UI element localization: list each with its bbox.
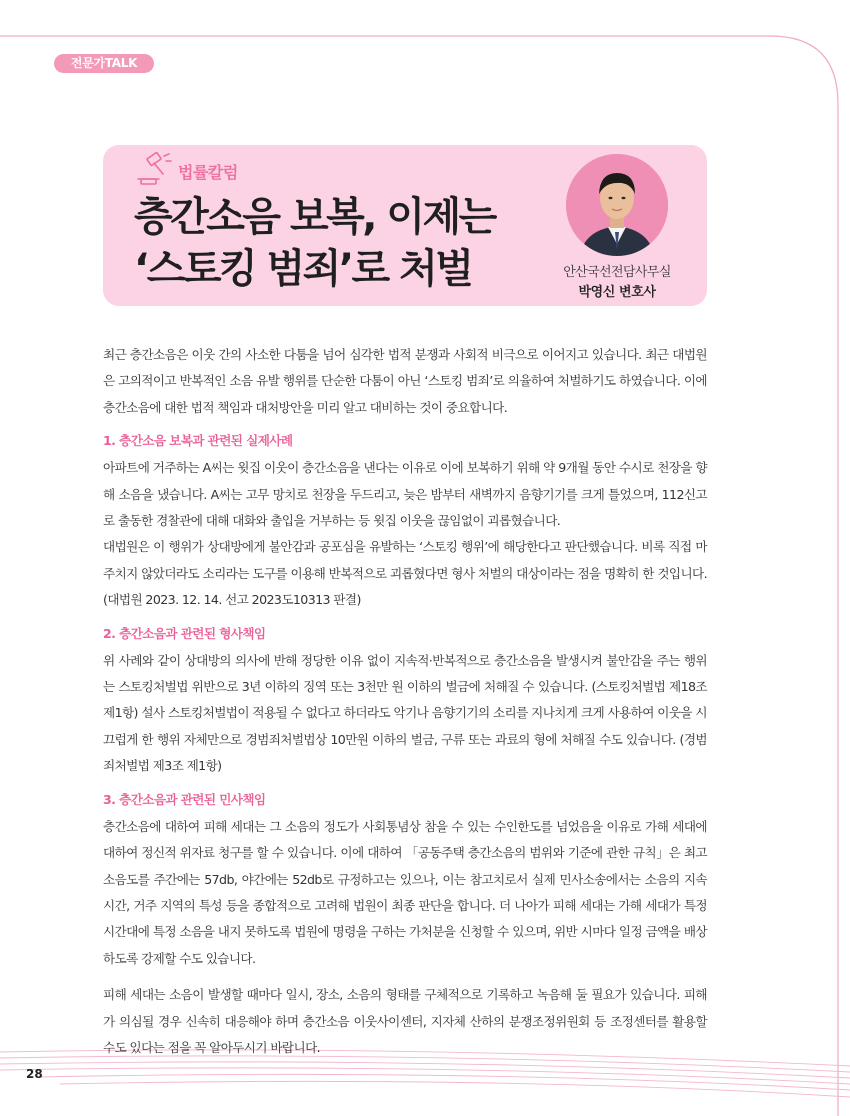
page-title bbox=[134, 191, 495, 295]
author-portrait-illustration bbox=[566, 154, 668, 256]
section-1-paragraph-1: 아파트에 거주하는 A씨는 윗집 이웃이 층간소음을 낸다는 이유로 이에 보복하기 위해 약 9개월 동안 수시로 천장을 향해 소음을 냈습니다. A씨는 고무 망치로 천장을 두드리고, 늦은 밤부터 새벽까지 음향기기를 크게 틀었으며, 112신고로 출동한 경찰관에 대해 대화와 출입을 거부하는 등 윗집 이웃을 끊임없이 괴롭혔습니다. bbox=[103, 460, 707, 529]
title-line-1: 층간소음 보복, 이제는 bbox=[134, 194, 495, 240]
page-number: 28 bbox=[26, 1067, 43, 1081]
section-heading-2: 2. 층간소음과 관련된 형사책임 bbox=[103, 625, 266, 641]
intro-paragraph: 최근 층간소음은 이웃 간의 사소한 다툼을 넘어 심각한 법적 분쟁과 사회적 비극으로 이어지고 있습니다. 최근 대법원은 고의적이고 반복적인 소음 유발 행위를 단순한 다툼이 아닌 ‘스토킹 범죄’로 의율하여 처벌하기도 하였습니다. 이에 층간소음에 대한 법적 책임과 대처방안을 미리 알고 대비하는 것이 중요합니다. bbox=[103, 347, 707, 415]
section-3-paragraph-1: 층간소음에 대하여 피해 세대는 그 소음의 정도가 사회통념상 참을 수 있는 수인한도를 넘었음을 이유로 가해 세대에 대하여 정신적 위자료 청구를 할 수 있습니다. 이에 대하여 「공동주택 층간소음의 범위와 기준에 관한 규칙」은 최고소음도를 주간에는 57db, 야간에는 52db로 규정하고는 있으나, 이는 참고치로서 실제 민사소송에서는 소음의 지속시간, 거주 지역의 특성 등을 종합적으로 고려해 법원이 최종 판단을 합니다. 더 나아가 피해 세대는 가해 세대가 특정 시간대에 특정 소음을 내지 못하도록 법원에 명령을 구하는 가처분을 신청할 수 있으며, 위반 시마다 일정 금액을 배상하도록 강제할 수도 있습니다. bbox=[103, 818, 707, 966]
column-kicker: 법률칼럼 bbox=[178, 163, 238, 182]
author-name: 박영신 변호사 bbox=[578, 285, 656, 300]
article-body bbox=[103, 342, 707, 1061]
section-2-paragraph-1: 위 사례와 같이 상대방의 의사에 반해 정당한 이유 없이 지속적·반복적으로 층간소음을 발생시켜 불안감을 주는 행위는 스토킹처벌법 위반으로 3년 이하의 징역 또는 3천만 원 이하의 벌금에 처해질 수 있습니다. (스토킹처벌법 제18조 제1항) 설사 스토킹처벌법이 적용될 수 없다고 하더라도 악기나 음향기기의 소리를 지나치게 크게 사용하여 이웃을 시끄럽게 한 행위 자체만으로 경범죄처벌법상 10만원 이하의 벌금, 구류 또는 과료의 형에 처해질 수도 있습니다. (경범죄처벌법 제3조 제1항) bbox=[103, 652, 707, 774]
section-heading-1: 1. 층간소음 보복과 관련된 실제사례 bbox=[103, 433, 293, 449]
author-photo bbox=[566, 154, 668, 256]
section-heading-3: 3. 층간소음과 관련된 민사책임 bbox=[103, 791, 266, 807]
closing-paragraph: 피해 세대는 소음이 발생할 때마다 일시, 장소, 소음의 형태를 구체적으로 기록하고 녹음해 둘 필요가 있습니다. 피해가 의심될 경우 신속히 대응해야 하며 층간소음 이웃사이센터, 지자체 산하의 분쟁조정위원회 등 조정센터를 활용할 수도 있다는 점을 꼭 알아두시기 바랍니다. bbox=[103, 987, 707, 1055]
section-1-paragraph-2: 대법원은 이 행위가 상대방에게 불안감과 공포심을 유발하는 ‘스토킹 행위’에 해당한다고 판단했습니다. 비록 직접 마주치지 않았더라도 소리라는 도구를 이용해 반복적으로 괴롭혔다면 형사 처벌의 대상이라는 점을 명확히 한 것입니다. (대법원 2023. 12. 14. 선고 2023도10313 판결) bbox=[103, 539, 707, 608]
paragraph-gap bbox=[103, 972, 707, 982]
section-tag: 전문가TALK bbox=[54, 54, 154, 73]
gavel-icon bbox=[133, 152, 175, 188]
author-organization: 안산국선전담사무실 bbox=[563, 265, 671, 280]
title-line-2: ‘스토킹 범죄’로 처벌 bbox=[134, 246, 472, 292]
